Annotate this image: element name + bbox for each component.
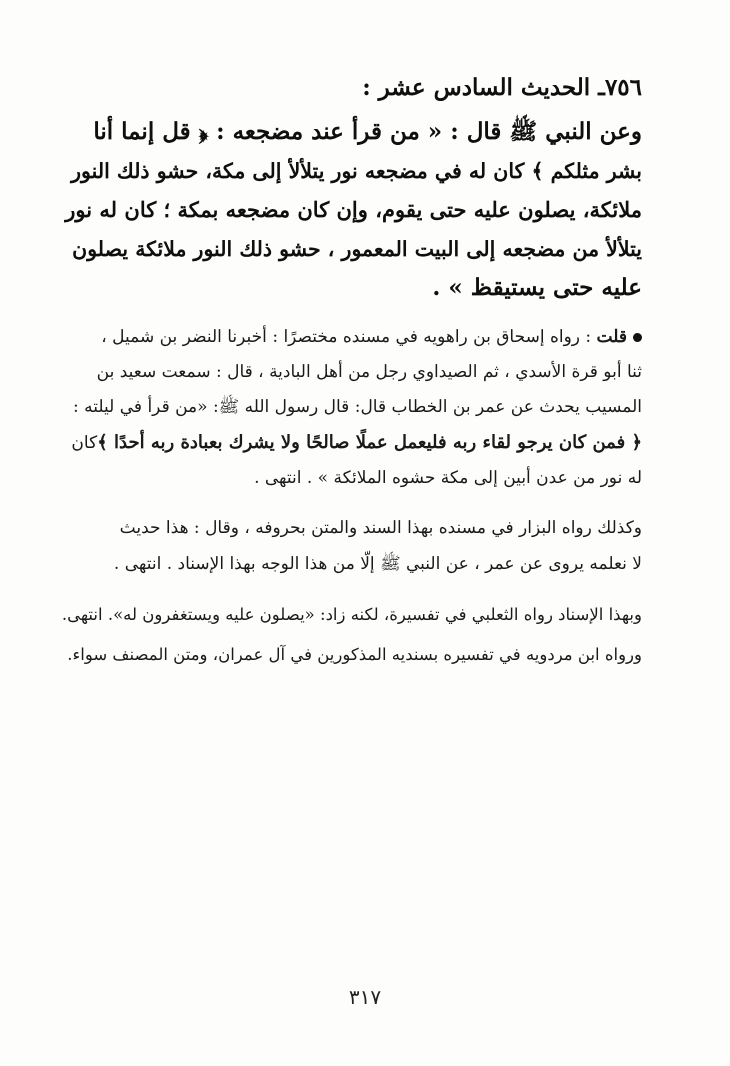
hadith-line-3: ملائكة، يصلون عليه حتى يقوم، وإن كان مضجعه بمكة ؛ كان له نور <box>65 197 642 222</box>
commentary-lead: قلت <box>596 327 627 347</box>
note-thalabi: وبهذا الإسناد رواه الثعلبي في تفسيرة، لكنه زاد: «يصلون عليه ويستغفرون له». انتهى. <box>61 605 642 624</box>
quran-quote: ﴿ فمن كان يرجو لقاء ربه فليعمل عملًا صالحًا ولا يشرك بعبادة ربه أحدًا ﴾ <box>97 432 642 453</box>
hadith-line-1: وعن النبي ﷺ قال : « من قرأ عند مضجعه : ﴿ قل إنما أنا <box>93 118 642 145</box>
note-ibn-mardawayh: ورواه ابن مردويه في تفسيره بسنديه المذكورين في آل عمران، ومتن المصنف سواء. <box>67 645 642 664</box>
bullet-icon <box>633 333 642 342</box>
commentary-line-5: له نور من عدن أبين إلى مكة حشوه الملائكة » . انتهى . <box>254 468 642 488</box>
commentary-line-3: المسيب يحدث عن عمر بن الخطاب قال: قال رسول الله ﷺ: «من قرأ في ليلته : <box>73 397 642 417</box>
bazzar-line-2: لا نعلمه يروى عن عمر ، عن النبي ﷺ إلّا من هذا الوجه بهذا الإسناد . انتهى . <box>113 554 642 574</box>
commentary-line-1-rest: : رواه إسحاق بن راهويه في مسنده مختصرًا : أخبرنا النضر بن شميل ، <box>101 327 592 347</box>
bazzar-line-1: وكذلك رواه البزار في مسنده بهذا السند والمتن بحروفه ، وقال : هذا حديث <box>119 518 642 538</box>
commentary-line-2: ثنا أبو قرة الأسدي ، ثم الصيداوي رجل من أهل البادية ، قال : سمعت سعيد بن <box>96 362 642 382</box>
commentary-line-4-tail: كان <box>71 433 98 453</box>
commentary-line-1 <box>101 322 642 352</box>
hadith-line-2: بشر مثلكم ﴾ كان له في مضجعه نور يتلألأ إلى مكة، حشو ذلك النور <box>71 159 642 183</box>
commentary-line-4 <box>71 428 642 458</box>
hadith-line-4: يتلألأ من مضجعه إلى البيت المعمور ، حشو ذلك النور ملائكة يصلون <box>72 237 642 261</box>
page-number: ٣١٧ <box>348 985 382 1009</box>
hadith-line-5: عليه حتى يستيقظ » . <box>432 274 642 301</box>
hadith-heading: ٧٥٦ـ الحديث السادس عشر : <box>362 74 642 101</box>
